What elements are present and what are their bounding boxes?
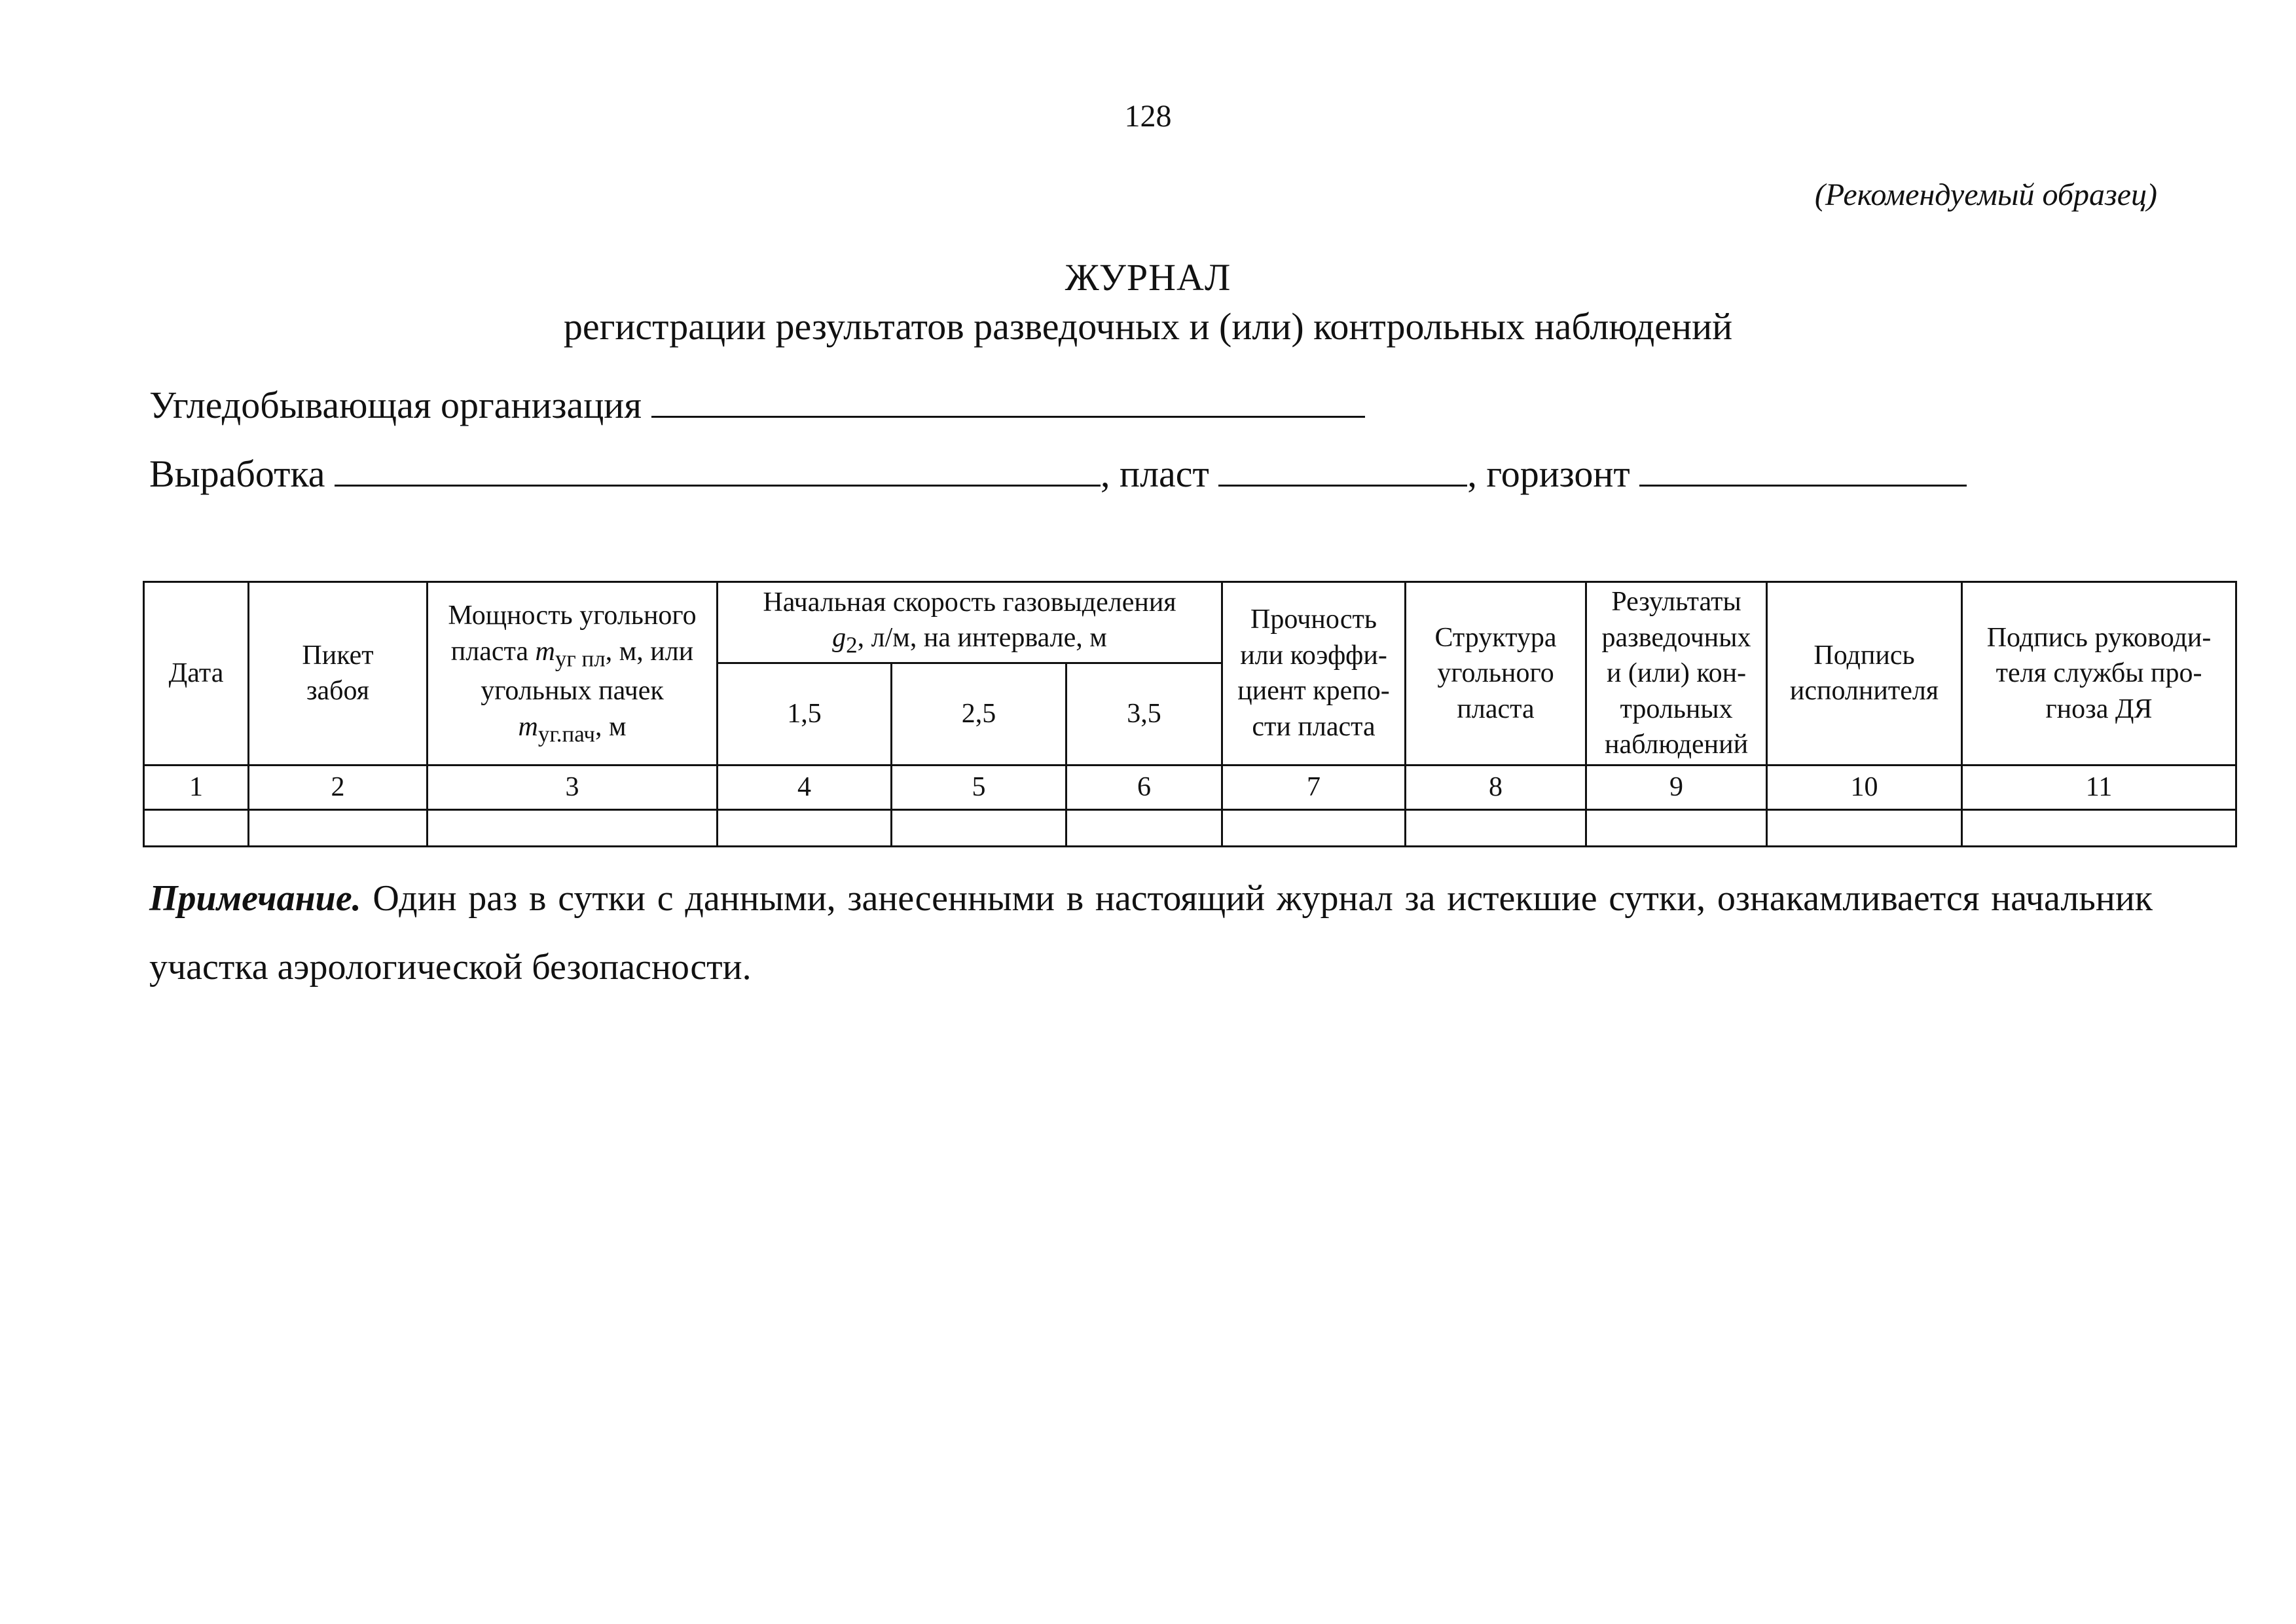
header-thickness-line3: угольных пачек [481, 676, 664, 707]
entry-cell[interactable] [428, 809, 718, 846]
header-results-line5: наблюдений [1604, 729, 1749, 760]
note-label: Примечание. [149, 878, 361, 919]
header-head-line3: гноза ДЯ [2045, 693, 2153, 724]
header-structure [1406, 582, 1586, 766]
journal-table [143, 581, 2237, 847]
column-number: 6 [1066, 765, 1222, 809]
horizon-blank[interactable] [1639, 452, 1967, 487]
entry-cell[interactable] [718, 809, 892, 846]
page-number: 128 [1124, 99, 1172, 134]
header-gas-line2-post: , л/м, на интервале, м [857, 623, 1107, 654]
header-executor-line1: Подпись [1813, 640, 1915, 671]
thickness-subscript-seam: уг пл [555, 645, 606, 671]
header-strength-line4: сти пласта [1252, 712, 1376, 743]
entry-cell[interactable] [144, 809, 249, 846]
thickness-m-symbol: m [535, 636, 555, 667]
entry-cell[interactable] [1586, 809, 1767, 846]
header-executor-line2: исполнителя [1789, 676, 1939, 707]
entry-cell[interactable] [1767, 809, 1962, 846]
horizon-label: , горизонт [1467, 452, 1630, 495]
header-head-line2: теля службы про- [1995, 658, 2202, 689]
thickness-subscript-pack: уг.пач [538, 721, 595, 747]
organization-label: Угледобывающая организация [149, 384, 642, 426]
header-strength [1222, 582, 1406, 766]
working-blank[interactable] [335, 452, 1101, 487]
header-row [144, 582, 2236, 663]
gas-interval-2: 2,5 [892, 663, 1066, 765]
header-picket-line1: Пикет [302, 640, 374, 671]
entry-cell[interactable] [249, 809, 428, 846]
organization-blank[interactable] [651, 383, 1365, 418]
empty-entry-row [144, 809, 2236, 846]
gas-g-symbol: g [832, 623, 847, 654]
header-picket [249, 582, 428, 766]
working-label: Выработка [149, 452, 325, 495]
header-thickness-line4-post: , м [594, 712, 627, 743]
header-results-line4: трольных [1620, 693, 1733, 724]
column-number: 4 [718, 765, 892, 809]
column-number: 8 [1406, 765, 1586, 809]
sample-mark: (Рекомендуемый образец) [1814, 177, 2157, 212]
entry-cell[interactable] [1066, 809, 1222, 846]
column-number: 2 [249, 765, 428, 809]
header-head-signature [1962, 582, 2236, 766]
header-picket-line2: забоя [306, 676, 370, 707]
gas-interval-1: 1,5 [718, 663, 892, 765]
column-number-row [144, 765, 2236, 809]
seam-label: , пласт [1101, 452, 1209, 495]
header-strength-line3: циент крепо- [1237, 676, 1390, 707]
organization-field [149, 383, 1365, 427]
note [149, 864, 2153, 1002]
gas-interval-3: 3,5 [1066, 663, 1222, 765]
header-structure-line3: пласта [1457, 693, 1535, 724]
document-title: ЖУРНАЛ [1065, 256, 1231, 299]
entry-cell[interactable] [892, 809, 1066, 846]
column-number: 11 [1962, 765, 2236, 809]
header-executor [1767, 582, 1962, 766]
working-field [149, 452, 1967, 496]
thickness-m-symbol-2: m [518, 712, 538, 743]
seam-blank[interactable] [1218, 452, 1467, 487]
column-number: 10 [1767, 765, 1962, 809]
column-number: 3 [428, 765, 718, 809]
header-thickness-line1: Мощность угольного [448, 600, 697, 631]
entry-cell[interactable] [1222, 809, 1406, 846]
gas-g-subscript: 2 [846, 632, 858, 658]
header-structure-line2: угольного [1437, 658, 1554, 689]
column-number: 5 [892, 765, 1066, 809]
header-strength-line2: или коэффи- [1240, 640, 1387, 671]
header-thickness-line2-pre: пласта [450, 636, 529, 667]
entry-cell[interactable] [1406, 809, 1586, 846]
header-thickness [428, 582, 718, 766]
note-text: Один раз в сутки с данными, занесенными в настоящий журнал за истекшие сутки, ознакамливается начальник участка аэрологической безопасности. [149, 878, 2153, 987]
header-results-line3: и (или) кон- [1606, 658, 1747, 689]
header-results [1586, 582, 1767, 766]
header-thickness-line2-post: , м, или [605, 636, 694, 667]
header-head-line1: Подпись руководи- [1986, 622, 2212, 653]
column-number: 7 [1222, 765, 1406, 809]
header-strength-line1: Прочность [1250, 604, 1377, 635]
header-gas-line1: Начальная скорость газовыделения [763, 587, 1176, 618]
header-date: Дата [144, 582, 249, 766]
entry-cell[interactable] [1962, 809, 2236, 846]
column-number: 9 [1586, 765, 1767, 809]
header-results-line2: разведочных [1601, 622, 1751, 653]
header-results-line1: Результаты [1611, 587, 1741, 617]
document-subtitle: регистрации результатов разведочных и (или) контрольных наблюдений [563, 305, 1733, 348]
column-number: 1 [144, 765, 249, 809]
header-structure-line1: Структура [1434, 622, 1557, 653]
header-gas-rate [718, 582, 1222, 663]
